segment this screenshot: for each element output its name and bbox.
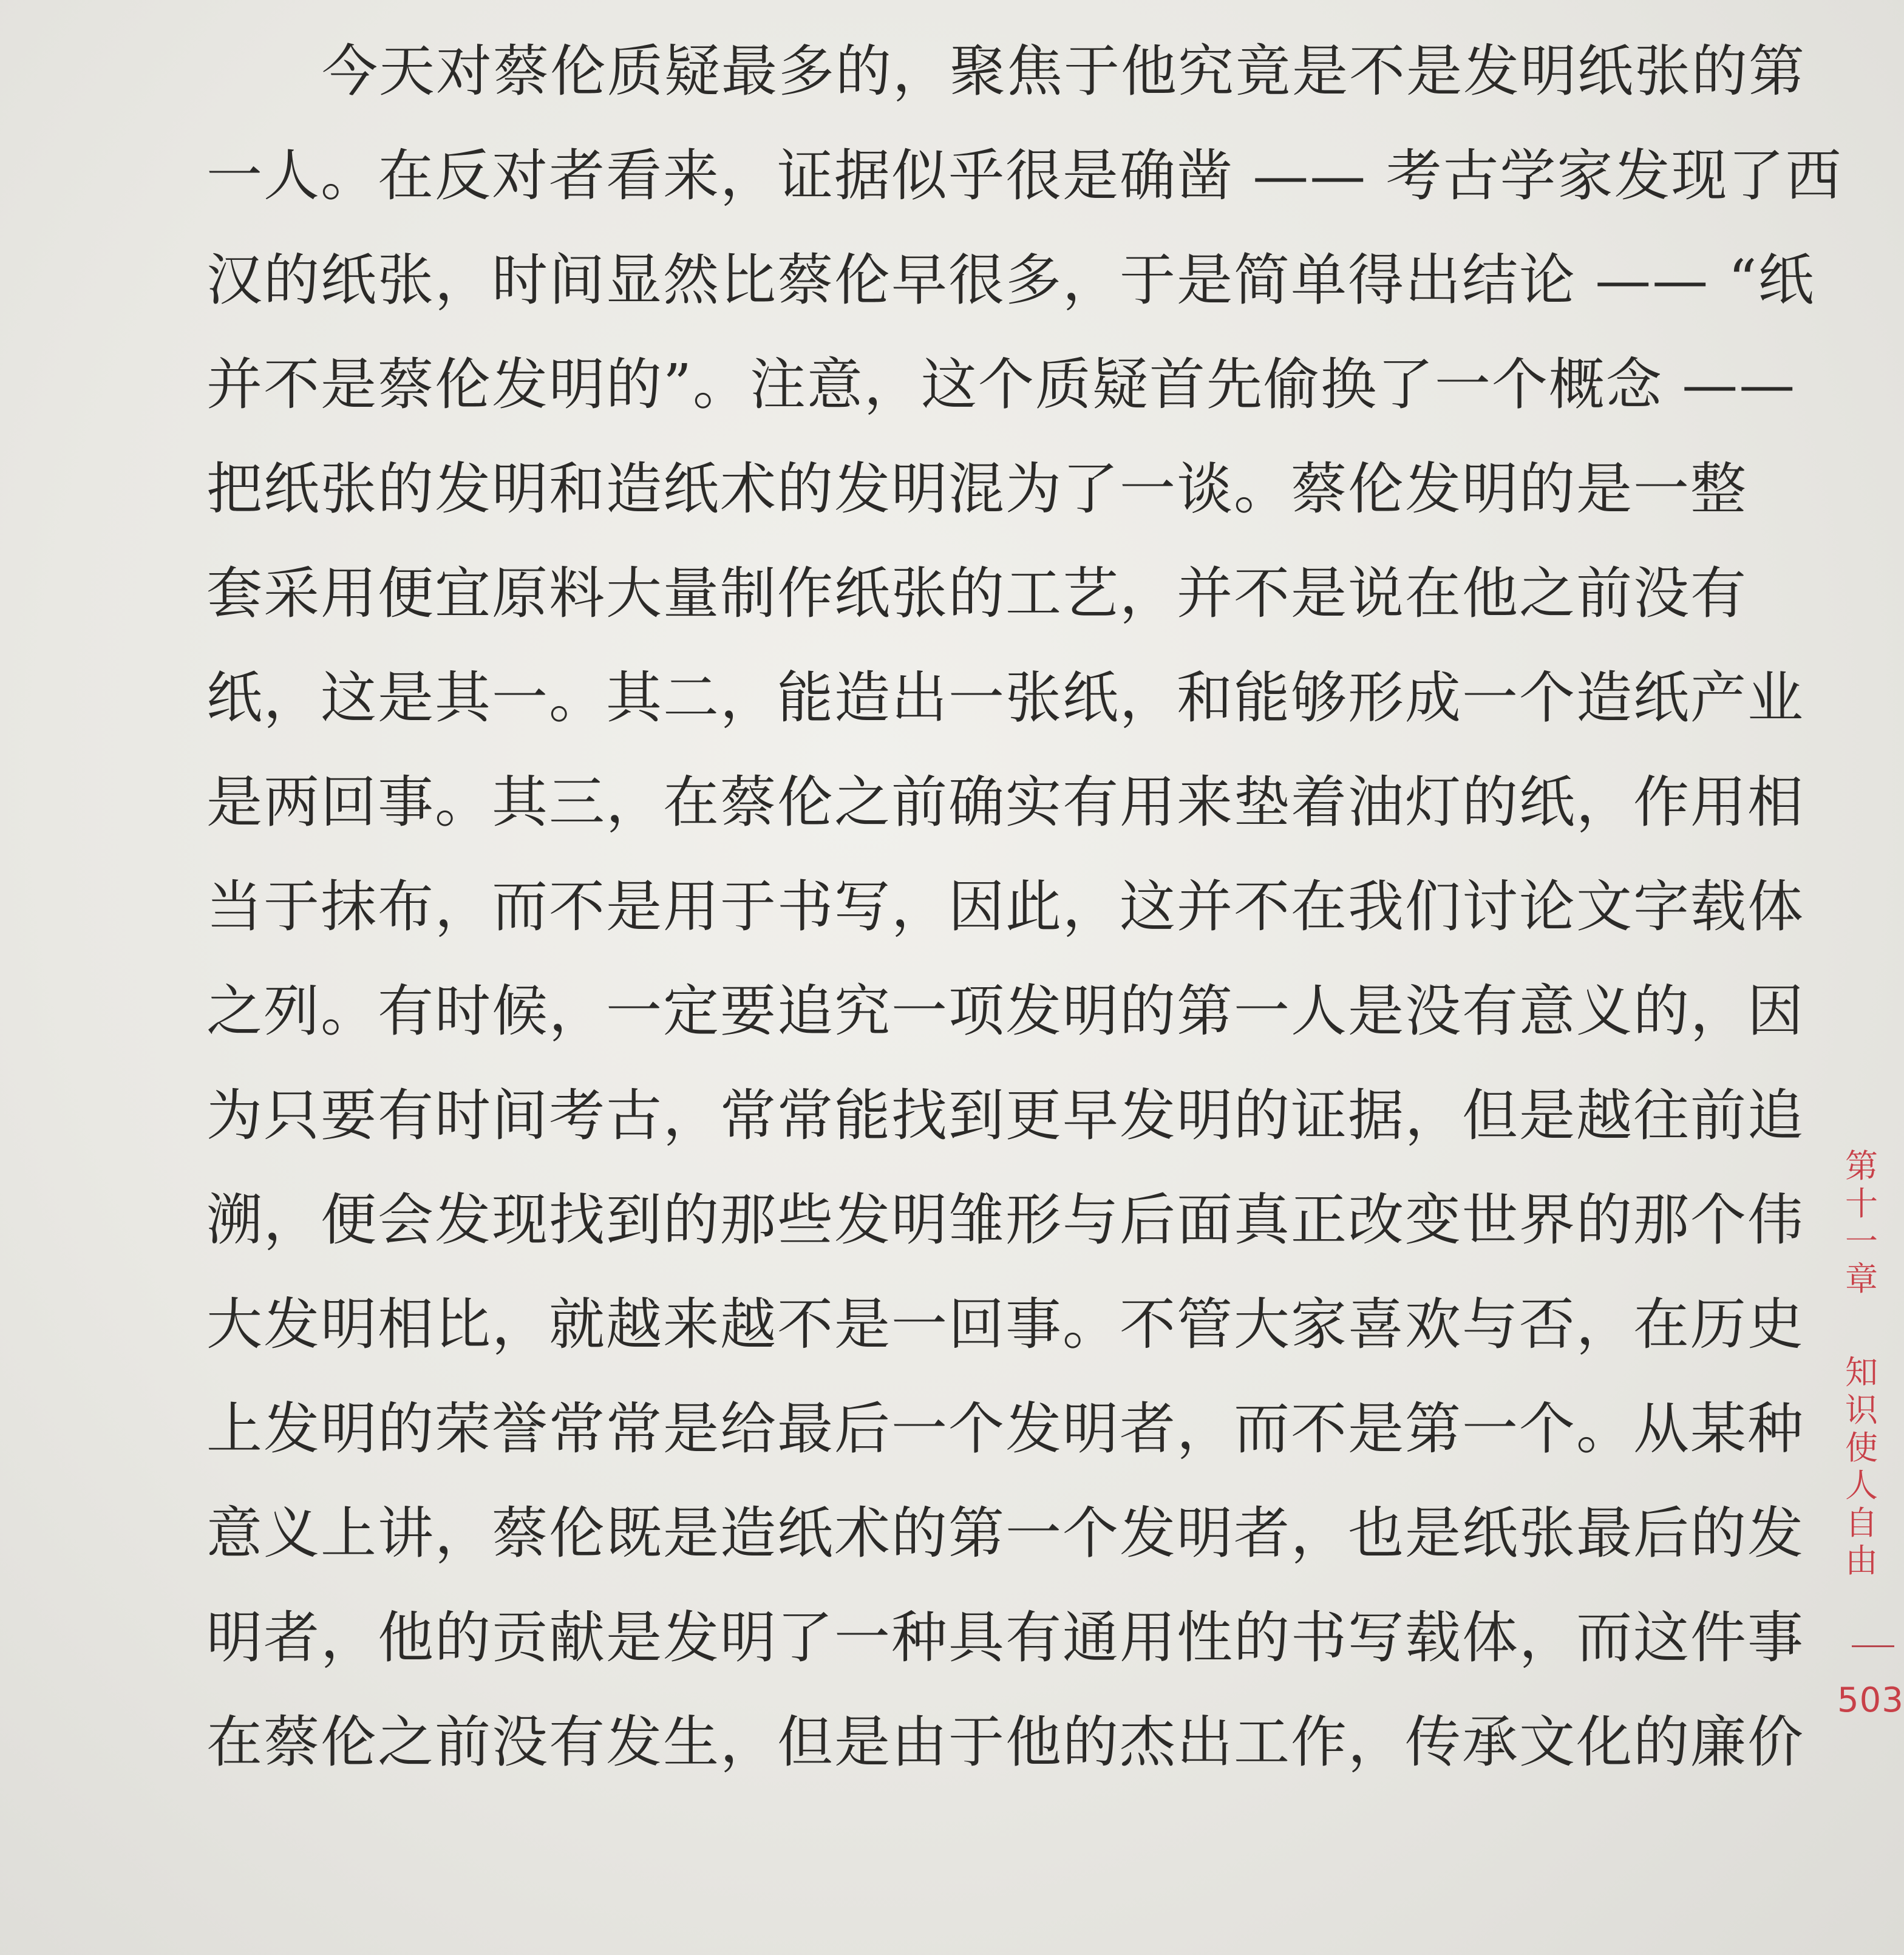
text-line: 为只要有时间考古，常常能找到更早发明的证据，但是越往前追 — [206, 1083, 1805, 1148]
text-line: 溯，便会发现找到的那些发明雏形与后面真正改变世界的那个伟 — [206, 1188, 1805, 1253]
margin-divider — [1852, 1645, 1894, 1647]
text-line: 在蔡伦之前没有发生，但是由于他的杰出工作，传承文化的廉价 — [206, 1710, 1805, 1775]
text-line: 汉的纸张，时间显然比蔡伦早很多，于是简单得出结论 —— “纸 — [206, 248, 1815, 313]
text-line: 把纸张的发明和造纸术的发明混为了一谈。蔡伦发明的是一整 — [206, 457, 1748, 522]
text-line: 意义上讲，蔡伦既是造纸术的第一个发明者，也是纸张最后的发 — [206, 1501, 1805, 1566]
text-line: 并不是蔡伦发明的”。注意，这个质疑首先偷换了一个概念 —— — [206, 352, 1797, 417]
chapter-label: 第十一章 — [1845, 1147, 1878, 1298]
text-line: 明者，他的贡献是发明了一种具有通用性的书写载体，而这件事 — [206, 1605, 1805, 1670]
text-line: 当于抹布，而不是用于书写，因此，这并不在我们讨论文字载体 — [206, 874, 1805, 939]
text-line: 套采用便宜原料大量制作纸张的工艺，并不是说在他之前没有 — [206, 561, 1748, 626]
text-line: 大发明相比，就越来越不是一回事。不管大家喜欢与否，在历史 — [206, 1292, 1805, 1357]
text-line: 纸，这是其一。其二，能造出一张纸，和能够形成一个造纸产业 — [206, 665, 1805, 730]
body-paragraph — [206, 19, 1843, 1795]
text-line: 是两回事。其三，在蔡伦之前确实有用来垫着油灯的纸，作用相 — [206, 770, 1805, 835]
text-line: 今天对蔡伦质疑最多的，聚焦于他究竟是不是发明纸张的第 — [322, 39, 1806, 104]
text-line: 一人。在反对者看来，证据似乎很是确凿 —— 考古学家发现了西 — [206, 143, 1843, 208]
book-title-label: 知识使人自由 — [1845, 1353, 1878, 1580]
page-number: 503 — [1837, 1681, 1904, 1720]
text-line: 上发明的荣誉常常是给最后一个发明者，而不是第一个。从某种 — [206, 1396, 1805, 1461]
text-line: 之列。有时候，一定要追究一项发明的第一人是没有意义的，因 — [206, 979, 1805, 1044]
